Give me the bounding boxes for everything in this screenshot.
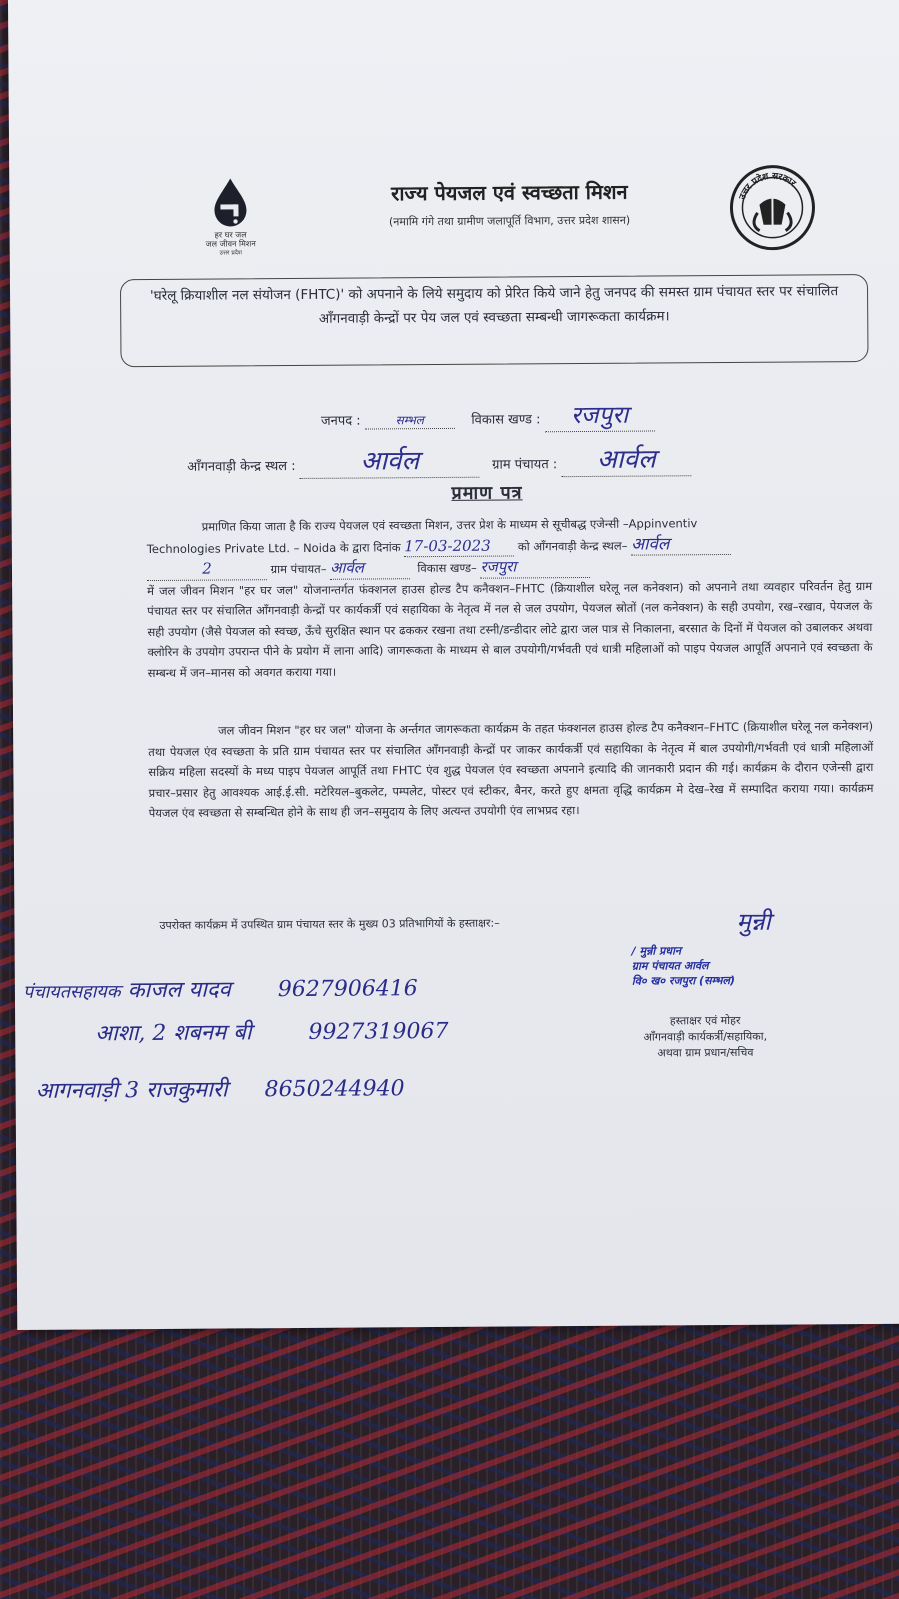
para1-gp: आर्वल	[330, 557, 410, 579]
para1-line2b: को आँगनवाड़ी केन्द्र स्थल–	[517, 538, 628, 553]
participant-2-phone: 9927319067	[308, 1018, 449, 1045]
para1-vk: रजपुरा	[480, 556, 590, 578]
seal-text: उत्तर प्रदेश सरकार	[737, 171, 798, 201]
participant-3-name: 3 राजकुमारी	[125, 1077, 228, 1104]
logo-caption-1: हर घर जल	[214, 230, 247, 240]
anganwadi-value: आर्वल	[300, 441, 480, 479]
seal-caption-line2: आँगनवाड़ी कार्यकर्त्री/सहायिका,	[643, 1029, 768, 1044]
up-government-seal	[729, 164, 816, 251]
participant-1-role: पंचायतसहायक	[22, 981, 121, 1003]
water-drop-icon	[208, 176, 252, 230]
participant-row-3	[36, 1072, 405, 1105]
participant-1-name: काजल यादव	[127, 977, 231, 1004]
seal-caption-line3: अथवा ग्राम प्रधान/सचिव	[657, 1045, 754, 1060]
vikas-khand-value: रजपुरा	[544, 397, 654, 432]
para1-line2a: Technologies Private Ltd. – Noida के द्वारा दिनांक	[146, 539, 401, 556]
certificate-title: प्रमाण पत्र	[451, 482, 523, 504]
gram-panchayat-label: ग्राम पंचायत :	[492, 457, 558, 473]
vikas-khand-label: विकास खण्ड :	[471, 412, 541, 428]
certificate-paragraph-1	[147, 512, 873, 683]
seal-caption-line1: हस्ताक्षर एवं मोहर	[669, 1013, 741, 1028]
participant-3-role: आगनवाड़ी	[35, 1078, 119, 1104]
stamp-line3: वि० ख० रजपुरा (सम्भल)	[631, 973, 736, 988]
janpad-label: जनपद :	[320, 413, 361, 429]
mission-title: राज्य पेयजल एवं स्वच्छता मिशन	[391, 179, 628, 206]
center-location: आर्वल	[631, 533, 731, 555]
para1-line1: प्रमाणित किया जाता है कि राज्य पेयजल एवं स्वच्छता मिशन, उत्तर प्रेश के माध्यम से सूचीबद्ध एजेन्सी –Appinventiv	[201, 516, 698, 534]
logo-caption-2: जल जीवन मिशन	[205, 239, 256, 249]
certificate-paragraph-2: जल जीवन मिशन "हर घर जल" योजना के अर्न्तगत जागरूकता कार्यक्रम के तहत फंक्शनल हाउस होल्ड टैप कनैक्शन–FHTC (क्रियाशील घरेलू नल कनेक्शन) तथा पेयजल एंव स्वच्छता के प्रति ग्राम पंचायत स्तर पर संचालित आँगनवाड़ी केन्द्रों पर जाकर कार्यकर्त्री एवं सहायिका के नेतृत्व में बाल उपयोगी/गर्भवती एवं धात्री महिलाओं सक्रिय महिला सदस्यों के मध्य पाइप पेयजल आपूर्ति तथा FHTC एंव शुद्ध पेयजल एंव स्वच्छता अपनाने इत्यादि की जानकारी प्रदान की गई। कार्यक्रम के दौरान एजेन्सी द्वारा प्रचार–प्रसार हेतु आवश्यक आई.ई.सी. मटेरियल–बुकलेट, पम्पलेट, पोस्टर एवं स्टीकर, बैनर, करते हुए क्षमता वृद्धि कार्यक्रम मे देख–रेख में सम्पादित कराया गया। कार्यक्रम पेयजल एंव स्वच्छता से सम्बन्धित होने के साथ ही जन–समुदाय के लिए अत्यन्त उपयोगी एंव लाभप्रद रहा।	[148, 718, 874, 821]
participant-1-phone: 9627906416	[277, 976, 418, 1003]
para1-rest: में जल जीवन मिशन "हर घर जल" योजनान्तर्गत फंक्शनल हाउस होल्ड टैप कनैक्शन–FHTC (क्रियाशील घरेलू नल कनेक्शन) को अपनाने तथा व्यवहार परिवर्तन हेतु ग्राम पंचायत स्तर पर संचालित आँगनवाड़ी केन्द्रों पर कार्यकर्त्री एवं सहायिका के नेतृत्व में नल से जल उपयोग, पेयजल स्रोतों (नल कनेक्शन) के सही उपयोग, रख–रखाव, पेयजल के सही उपयोग (जैसे पेयजल को स्वच्छ, ऊँचे सुरक्षित स्थान पर ढककर रखना तथा टस्नी/डन्डीदार लोटे द्वारा जल पात्र से निकालना, बरसात के दिनों में पेयजल को उबालकर अथवा क्लोरिन के उपयोग उपरान्त पीने के प्रयोग में लाना आदि) जागरूकता के माध्यम से बाल उपयोगी/गर्भवती एवं धात्री महिलाओं को पाइप पेयजल आपूर्ति अपनाने एवं स्वच्छता के सम्बन्ध में जन–मानस को अवगत कराया गया।	[147, 578, 873, 680]
para1-vk-label: विकास खण्ड–	[417, 560, 477, 576]
participant-3-phone: 8650244940	[264, 1076, 405, 1103]
anganwadi-label: आँगनवाड़ी केन्द्र स्थल :	[187, 459, 296, 475]
seal-caption	[615, 1013, 795, 1062]
participant-2-role: आशा	[95, 1021, 139, 1047]
department-subtitle: (नमामि गंगे तथा ग्रामीण जलापूर्ति विभाग, उत्तर प्रदेश शासन)	[388, 213, 631, 229]
stamp-line2: ग्राम पंचायत आर्वल	[631, 959, 709, 973]
pradhan-signature: मुन्नी	[736, 907, 771, 936]
participants-note: उपरोक्त कार्यक्रम में उपस्थित ग्राम पंचायत स्तर के मुख्य 03 प्रतिभागियों के हस्ताक्षर:–	[159, 916, 500, 932]
gram-panchayat-value: आर्वल	[561, 439, 691, 477]
certificate-paper	[8, 0, 899, 1330]
anganwadi-row	[187, 439, 691, 480]
participant-2-name: 2 शबनम बी	[152, 1020, 252, 1047]
logo-caption-3: उत्तर प्रदेश	[219, 249, 243, 257]
janpad-value: सम्भल	[365, 411, 455, 430]
jal-jeevan-mission-logo	[195, 176, 266, 257]
stamp-line1: / मुन्नी प्रधान	[631, 944, 682, 958]
participant-row-2: आशा, 2 शबनम बी 9927319067	[95, 1018, 449, 1047]
program-date: 17-03-2023	[404, 535, 514, 557]
program-banner: 'घरेलू क्रियाशील नल संयोजन (FHTC)' को अपनाने के लिये समुदाय को प्रेरित किये जाने हेतु जनपद की समस्त ग्राम पंचायत स्तर पर संचालित आँगनवाड़ी केन्द्रों पर पेय जल एवं स्वच्छता सम्बन्धी जागरूकता कार्यक्रम।	[120, 274, 869, 367]
center-number: 2	[147, 558, 267, 580]
janpad-row	[321, 397, 655, 433]
para1-gp-label: ग्राम पंचायत–	[270, 561, 327, 577]
participant-row-1	[23, 972, 418, 1005]
pradhan-stamp	[632, 943, 735, 989]
header	[299, 177, 719, 230]
